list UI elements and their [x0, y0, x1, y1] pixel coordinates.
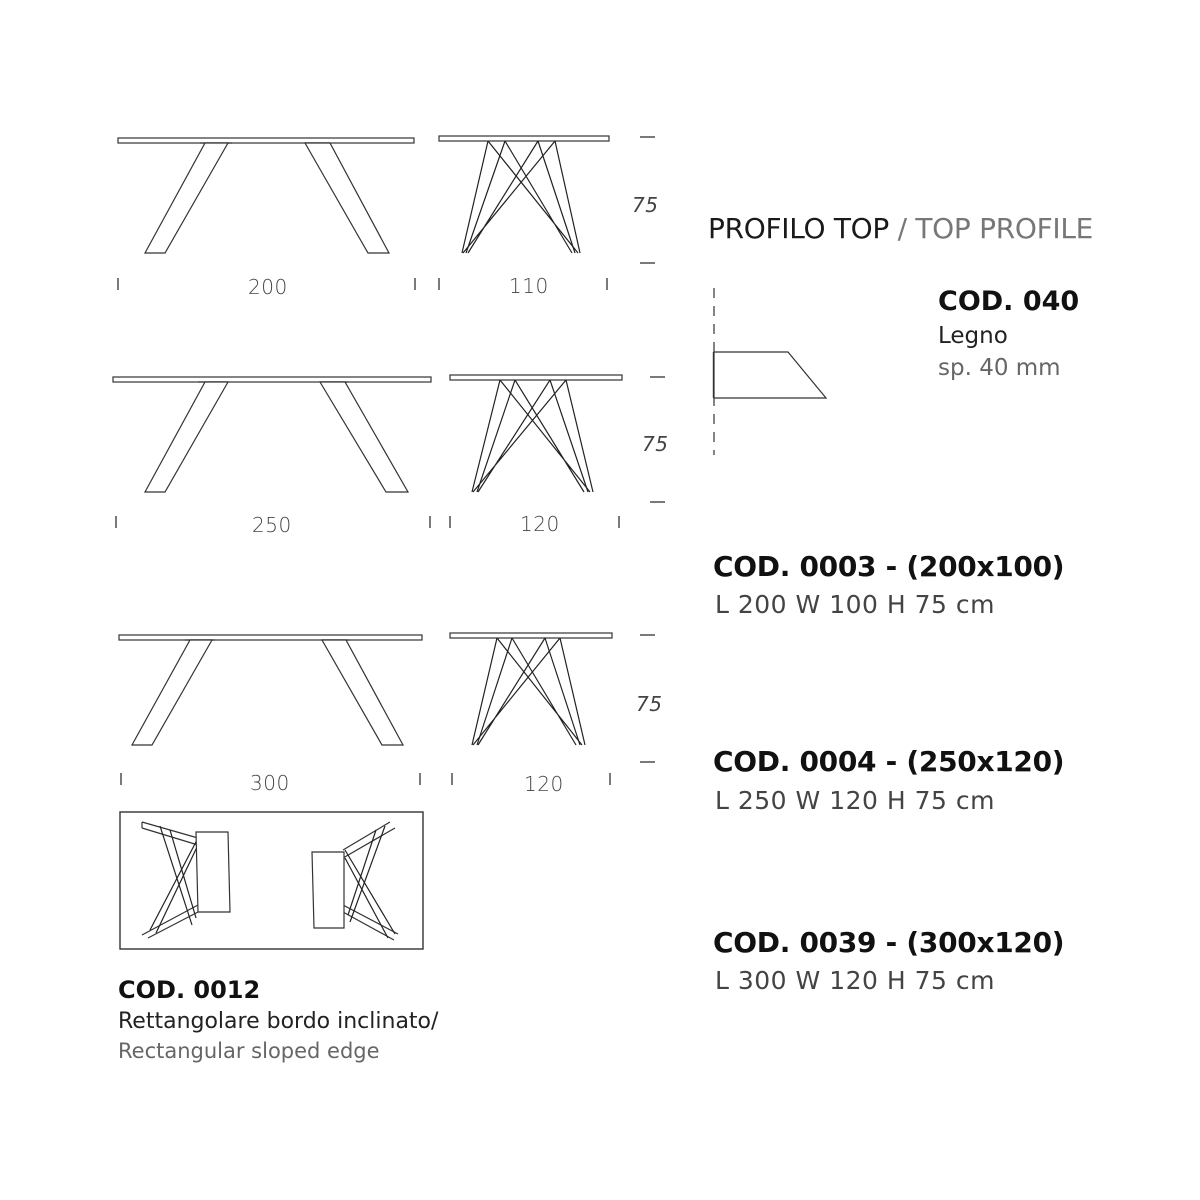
profile-title-separator: / — [897, 212, 907, 245]
table-1-dims: L 200 W 100 H 75 cm — [715, 590, 995, 619]
table-3-dims: L 300 W 120 H 75 cm — [715, 966, 995, 995]
plan-view — [120, 812, 423, 949]
profile-material: Legno — [938, 323, 1008, 349]
table-2-length-label: 250 — [252, 513, 292, 537]
table-2-dims: L 250 W 120 H 75 cm — [715, 786, 995, 815]
table-3-height-label: 75 — [636, 692, 663, 716]
table-1-length-label: 200 — [248, 275, 288, 299]
profile-title-en: TOP PROFILE — [915, 212, 1094, 245]
table-1-code: COD. 0003 - (200x100) — [713, 550, 1065, 583]
profile-section — [714, 288, 826, 455]
profile-code: COD. 040 — [938, 286, 1080, 317]
profile-thickness: sp. 40 mm — [938, 355, 1061, 381]
table-3-length-label: 300 — [250, 771, 290, 795]
table-1-width-label: 110 — [509, 274, 549, 298]
table-2-width-label: 120 — [520, 512, 560, 536]
top-shape-name-it: Rettangolare bordo inclinato/ — [118, 1009, 439, 1034]
table-1-end-view — [439, 136, 609, 253]
profile-title-it: PROFILO TOP — [708, 212, 890, 245]
table-2-code: COD. 0004 - (250x120) — [713, 745, 1065, 778]
profile-title — [708, 212, 1093, 245]
top-shape-name-en: Rectangular sloped edge — [118, 1039, 380, 1063]
table-3-code: COD. 0039 - (300x120) — [713, 926, 1065, 959]
table-3-side-view — [119, 635, 422, 745]
table-2-end-view — [450, 375, 622, 492]
top-shape-code: COD. 0012 — [118, 976, 261, 1004]
table-3-end-view — [450, 633, 612, 745]
table-1-side-view — [118, 138, 414, 253]
table-2-side-view — [113, 377, 431, 492]
table-1-height-label: 75 — [632, 193, 659, 217]
table-2-height-label: 75 — [642, 432, 669, 456]
table-3-width-label: 120 — [524, 772, 564, 796]
